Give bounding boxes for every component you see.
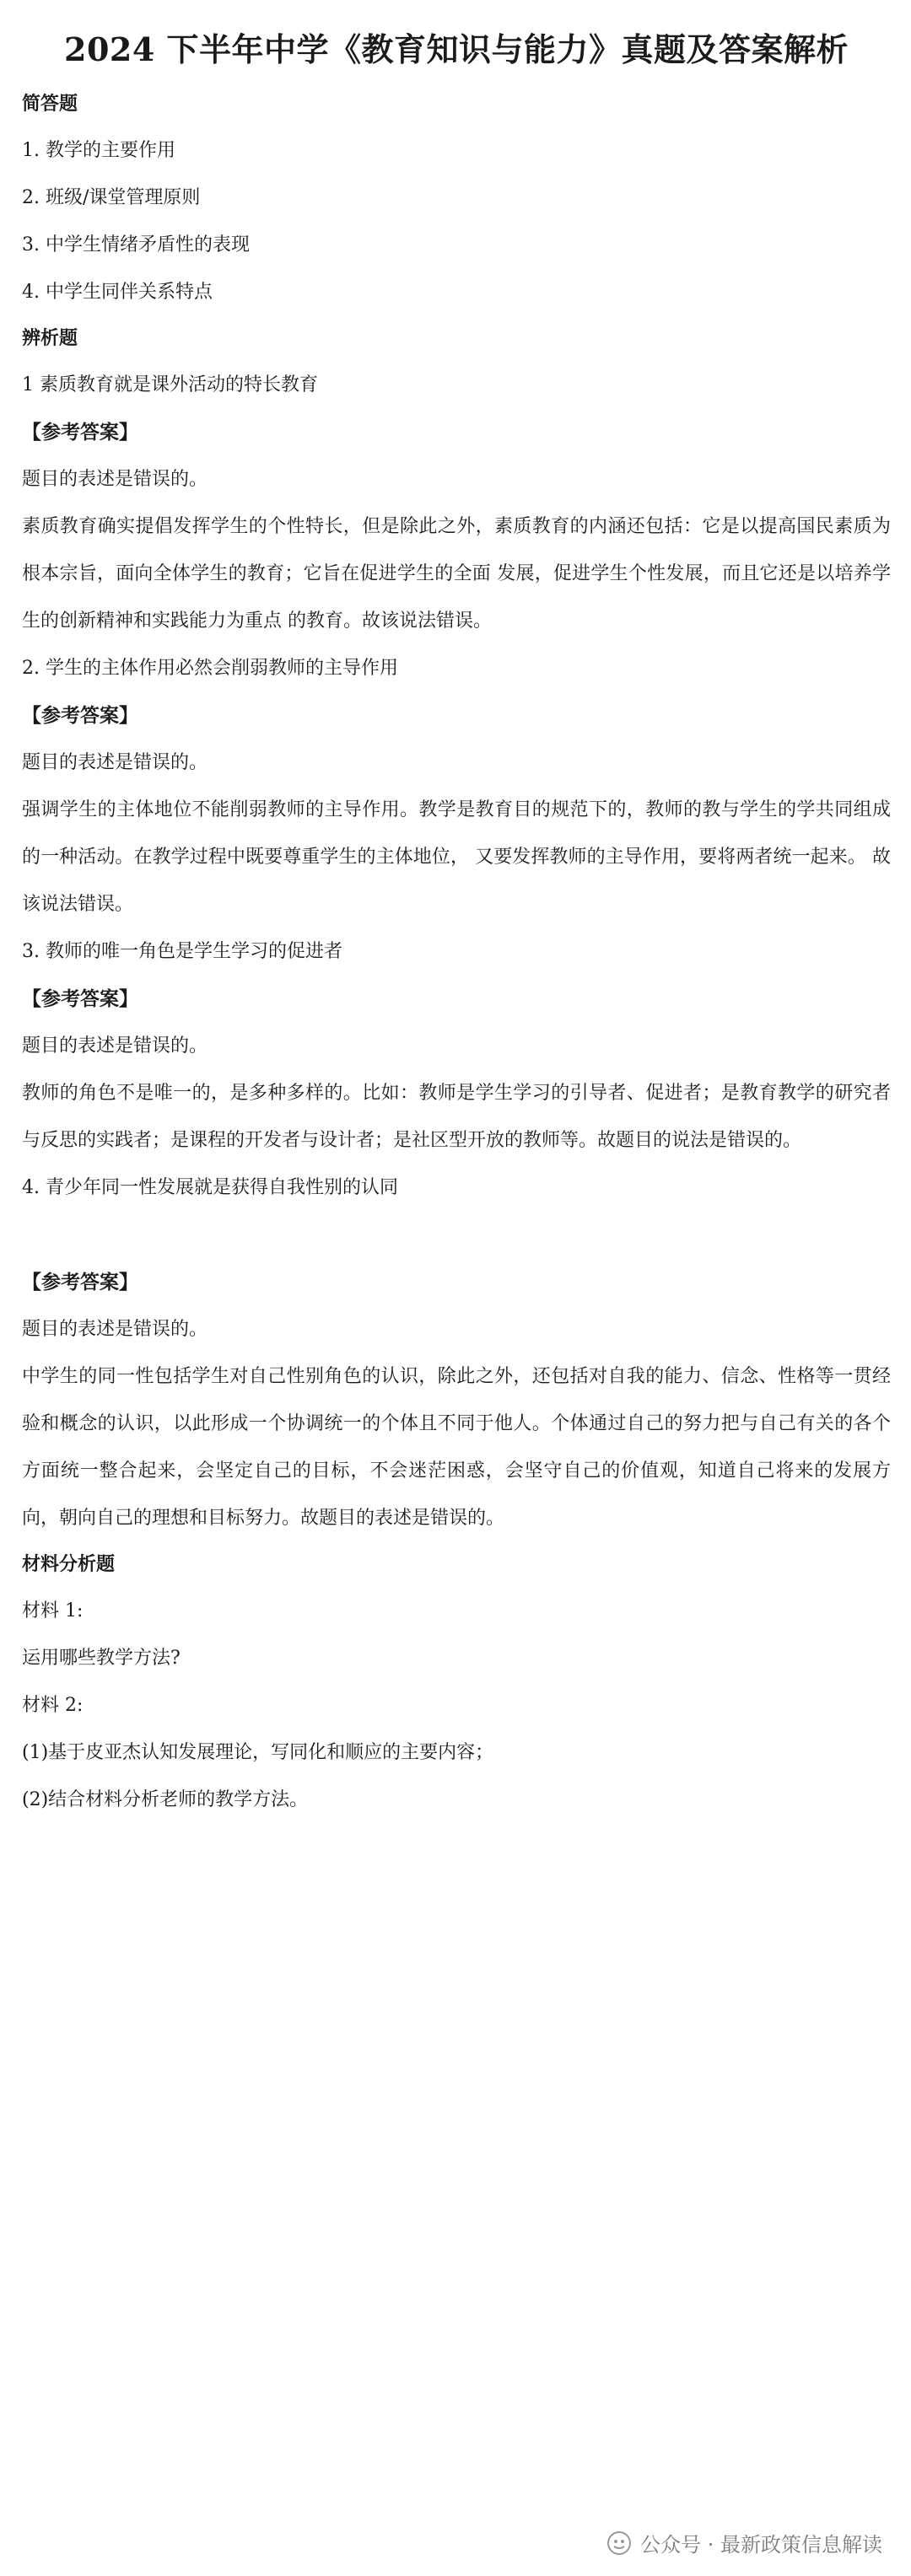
- short-answer-heading: 简答题: [22, 94, 78, 115]
- material-1-label: 材料 1:: [22, 1600, 84, 1621]
- answer-verdict: 题目的表述是错误的。: [22, 1035, 208, 1057]
- answer-tag: 【参考答案】: [22, 987, 138, 1010]
- footer-account[interactable]: [606, 2528, 882, 2557]
- question-1: 1 素质教育就是课外活动的特长教育: [22, 374, 318, 395]
- question-4: 4. 青少年同一性发展就是获得自我性别的认同: [22, 1177, 398, 1198]
- short-answer-item: 3. 中学生情绪矛盾性的表现: [22, 234, 250, 255]
- question-3: 3. 教师的唯一角色是学生学习的促进者: [22, 941, 342, 962]
- blank-spacer: [22, 1212, 891, 1259]
- material-analysis-heading: 材料分析题: [22, 1554, 116, 1575]
- answer-verdict: 题目的表述是错误的。: [22, 752, 208, 773]
- answer-explanation: 素质教育确实提倡发挥学生的个性特长，但是除此之外，素质教育的内涵还包括：它是以提高国民素质为根本宗旨，面向全体学生的教育；它旨在促进学生的全面 发展，促进学生个性发展，而且它还是以培养学生的创新精神和实践能力为重点 的教育。故该说法错误。: [22, 516, 891, 632]
- footer-text: 公众号 · 最新政策信息解读: [640, 2533, 882, 2557]
- short-answer-item: 1. 教学的主要作用: [22, 140, 175, 161]
- answer-tag: 【参考答案】: [22, 1271, 138, 1293]
- wechat-official-account-icon: [606, 2530, 632, 2556]
- material-1-question: 运用哪些教学方法?: [22, 1648, 181, 1669]
- answer-explanation: 教师的角色不是唯一的，是多种多样的。比如：教师是学生学习的引导者、促进者；是教育教学的研究者与反思的实践者；是课程的开发者与设计者；是社区型开放的教师等。故题目的说法是错误的。: [22, 1083, 891, 1151]
- answer-tag: 【参考答案】: [22, 704, 138, 727]
- answer-verdict: 题目的表述是错误的。: [22, 1319, 208, 1340]
- answer-tag: 【参考答案】: [22, 421, 138, 444]
- material-2-question-2: (2)结合材料分析老师的教学方法。: [22, 1789, 309, 1810]
- question-2: 2. 学生的主体作用必然会削弱教师的主导作用: [22, 658, 398, 679]
- answer-explanation: 强调学生的主体地位不能削弱教师的主导作用。教学是教育目的规范下的，教师的教与学生的学共同组成的一种活动。在教学过程中既要尊重学生的主体地位， 又要发挥教师的主导作用，要将两者统一起来。 故该说法错误。: [22, 799, 891, 915]
- answer-verdict: 题目的表述是错误的。: [22, 469, 208, 490]
- discrimination-heading: 辨析题: [22, 328, 78, 349]
- material-2-label: 材料 2:: [22, 1695, 84, 1716]
- answer-explanation: 中学生的同一性包括学生对自己性别角色的认识，除此之外，还包括对自我的能力、信念、性格等一贯经验和概念的认识，以此形成一个协调统一的个体且不同于他人。个体通过自己的努力把与自己有关的各个方面统一整合起来，会坚定自己的目标，不会迷茫困惑，会坚守自己的价值观，知道自己将来的发展方向，朝向自己的理想和目标努力。故题目的表述是错误的。: [22, 1366, 891, 1529]
- material-2-question-1: (1)基于皮亚杰认知发展理论，写同化和顺应的主要内容；: [22, 1742, 494, 1763]
- short-answer-item: 2. 班级/课堂管理原则: [22, 187, 201, 208]
- short-answer-item: 4. 中学生同伴关系特点: [22, 282, 213, 303]
- document-title: 2024 下半年中学《教育知识与能力》真题及答案解析: [64, 30, 849, 68]
